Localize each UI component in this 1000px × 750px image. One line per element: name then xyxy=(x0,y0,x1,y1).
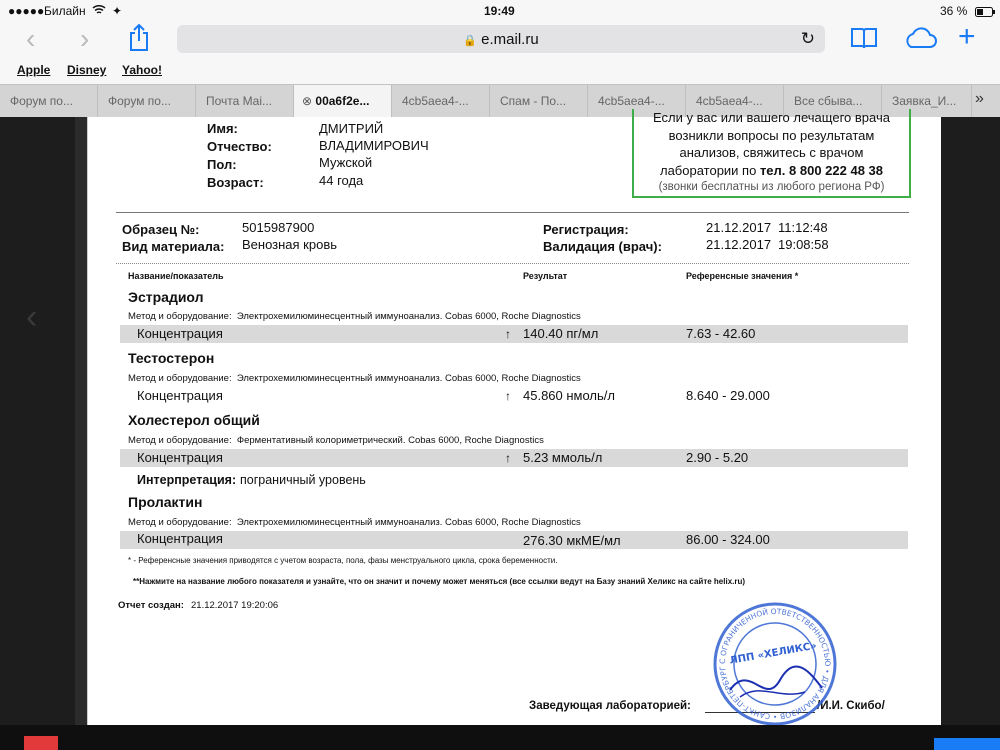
material-value: Венозная кровь xyxy=(242,237,338,252)
browser-toolbar xyxy=(0,22,1000,60)
tab-1[interactable]: Форум по... xyxy=(0,85,98,118)
age-label: Возраст: xyxy=(207,175,264,190)
test-title-prolactin[interactable]: Пролактин xyxy=(128,494,203,510)
carrier-label: Билайн xyxy=(44,4,86,18)
favorite-yahoo[interactable]: Yahoo! xyxy=(122,63,163,77)
validation-time: 19:08:58 xyxy=(778,237,829,252)
test-method-testosterone: Метод и оборудование: Электрохемилюминесцентный иммуноанализ. Cobas 6000, Roche Diagnostics xyxy=(128,373,581,384)
footnote-reference: * - Референсные значения приводятся с учетом возраста, пола, фазы менструального цикла, срока беременности. xyxy=(128,556,558,565)
tab-7[interactable]: 4cb5aea4-... xyxy=(588,85,686,118)
result-row xyxy=(120,449,908,467)
footnote-links: **Нажмите на название любого показателя и узнайте, что он значит и почему может меняться (все ссылки ведут на Базу знаний Хеликс на сайте helix.ru) xyxy=(133,577,746,586)
reference-value: 2.90 - 5.20 xyxy=(686,450,749,465)
reference-value: 8.640 - 29.000 xyxy=(686,388,770,403)
cloud-icon[interactable] xyxy=(902,26,938,55)
address-bar[interactable] xyxy=(177,25,825,53)
column-reference: Референсные значения * xyxy=(686,271,799,281)
notice-line-5: (звонки бесплатны из любого региона РФ) xyxy=(658,181,885,193)
reference-value: 86.00 - 324.00 xyxy=(686,532,770,547)
test-title-cholesterol[interactable]: Холестерол общий xyxy=(128,412,260,428)
notice-line-4: лаборатории по тел. 8 800 222 48 38 xyxy=(659,162,883,178)
notice-line-2: возникли вопросы по результатам xyxy=(668,127,875,143)
result-value: 140.40 пг/мл xyxy=(523,326,599,341)
notice-line-3: анализов, свяжитесь с врачом xyxy=(679,145,864,160)
reference-value: 7.63 - 42.60 xyxy=(686,326,756,341)
flag-up-icon: ↑ xyxy=(505,327,511,341)
new-tab-button[interactable]: + xyxy=(958,20,976,53)
lab-report-page xyxy=(87,110,941,725)
name-label: Имя: xyxy=(207,121,238,136)
battery-label: 36 % xyxy=(940,4,968,18)
dotted-divider xyxy=(116,263,909,264)
report-created-label: Отчет создан: xyxy=(118,600,184,611)
flag-up-icon: ↑ xyxy=(505,451,511,465)
sync-icon: ✦ xyxy=(112,4,123,18)
param-label: Концентрация xyxy=(137,326,223,341)
sample-id-label: Образец №: xyxy=(122,222,200,237)
param-label: Концентрация xyxy=(137,388,223,403)
clock: 19:49 xyxy=(484,4,515,18)
tab-3[interactable]: Почта Mai... xyxy=(196,85,294,118)
result-value: 5.23 ммоль/л xyxy=(523,450,603,465)
registration-label: Регистрация: xyxy=(543,222,629,237)
attachment-icon[interactable] xyxy=(24,736,58,750)
bookmarks-icon[interactable] xyxy=(850,26,878,55)
battery-icon xyxy=(975,6,995,20)
share-icon[interactable] xyxy=(128,24,150,57)
tab-5[interactable]: 4cb5aea4-... xyxy=(392,85,490,118)
signal-icon: ●●●●● xyxy=(8,4,45,18)
sex-label: Пол: xyxy=(207,157,237,172)
tab-active-label: 00a6f2e... xyxy=(315,94,370,108)
result-row xyxy=(120,531,908,549)
patronymic-value: ВЛАДИМИРОВИЧ xyxy=(319,138,429,153)
forward-button[interactable]: › xyxy=(80,23,90,54)
interpretation-label: Интерпретация: xyxy=(137,473,237,487)
svg-text:ЛПП «ХЕЛИКС»: ЛПП «ХЕЛИКС» xyxy=(728,640,818,667)
name-value: ДМИТРИЙ xyxy=(319,121,384,136)
tab-8[interactable]: 4cb5aea4-... xyxy=(686,85,784,118)
close-tab-icon[interactable]: ⊗ xyxy=(302,94,313,108)
test-method-prolactin: Метод и оборудование: Электрохемилюминесцентный иммуноанализ. Cobas 6000, Roche Diagnostics xyxy=(128,517,581,528)
back-button[interactable]: ‹ xyxy=(26,23,36,54)
tab-6[interactable]: Спам - По... xyxy=(490,85,588,118)
reload-icon[interactable]: ↻ xyxy=(800,29,815,48)
material-label: Вид материала: xyxy=(122,239,225,254)
report-created-value: 21.12.2017 19:20:06 xyxy=(191,600,279,611)
patronymic-label: Отчество: xyxy=(207,139,272,154)
result-row xyxy=(120,325,908,343)
svg-text:С ОГРАНИЧЕННОЙ ОТВЕТСТВЕННОСТЬ: С ОГРАНИЧЕННОЙ ОТВЕТСТВЕННОСТЬЮ • ДЛЯ АНАЛИЗОВ • САНКТ-ПЕТЕРБУРГ xyxy=(717,606,833,722)
sample-id-value: 5015987900 xyxy=(242,220,315,235)
divider xyxy=(116,212,909,213)
sex-value: Мужской xyxy=(319,155,373,170)
result-value: 276.30 мкМЕ/мл xyxy=(523,533,621,548)
param-label: Концентрация xyxy=(137,450,223,465)
result-value: 45.860 нмоль/л xyxy=(523,388,615,403)
address-text: 🔒 e.mail.ru xyxy=(463,31,539,48)
interpretation-value: пограничный уровень xyxy=(240,473,366,487)
test-title-testosterone[interactable]: Тестостерон xyxy=(128,350,215,366)
favorites-bar xyxy=(0,60,1000,84)
signature-label: Заведующая лабораторией: xyxy=(529,700,691,712)
validation-date: 21.12.2017 xyxy=(706,237,772,252)
tab-10[interactable]: Заявка_И... xyxy=(882,85,972,118)
tab-2[interactable]: Форум по... xyxy=(98,85,196,118)
validation-label: Валидация (врач): xyxy=(543,239,662,254)
param-label: Концентрация xyxy=(137,531,223,546)
status-bar xyxy=(0,0,1000,22)
lock-icon: 🔒 xyxy=(463,35,477,47)
notice-line-1: Если у вас или вашего лечащего врача xyxy=(653,110,890,125)
favorite-disney[interactable]: Disney xyxy=(67,63,107,77)
column-name: Название/показатель xyxy=(128,271,224,281)
test-method-cholesterol: Метод и оборудование: Ферментативный колориметрический. Cobas 6000, Roche Diagnostics xyxy=(128,435,544,446)
prev-page-chevron-icon[interactable]: ‹ xyxy=(26,298,38,336)
wifi-icon xyxy=(92,4,106,18)
bottom-bar xyxy=(0,725,1000,750)
tab-overflow-icon[interactable]: » xyxy=(975,90,984,107)
tab-9[interactable]: Все сбыва... xyxy=(784,85,882,118)
doctor-contact-notice xyxy=(632,109,911,198)
flag-up-icon: ↑ xyxy=(505,389,511,403)
test-method-estradiol: Метод и оборудование: Электрохемилюминесцентный иммуноанализ. Cobas 6000, Roche Diagnostics xyxy=(128,311,581,322)
column-result: Результат xyxy=(523,271,568,281)
age-value: 44 года xyxy=(319,173,364,188)
signature-name: /И.И. Скибо/ xyxy=(817,700,885,712)
notice-phone[interactable]: тел. 8 800 222 48 38 xyxy=(759,162,883,178)
tab-active[interactable] xyxy=(294,85,392,118)
action-button[interactable] xyxy=(934,738,1000,750)
registration-time: 11:12:48 xyxy=(778,220,828,235)
test-title-estradiol[interactable]: Эстрадиол xyxy=(128,289,204,305)
lab-seal-stamp xyxy=(710,602,840,727)
favorite-apple[interactable]: Apple xyxy=(17,63,51,77)
registration-date: 21.12.2017 xyxy=(706,220,772,235)
page-gutter xyxy=(75,117,87,725)
